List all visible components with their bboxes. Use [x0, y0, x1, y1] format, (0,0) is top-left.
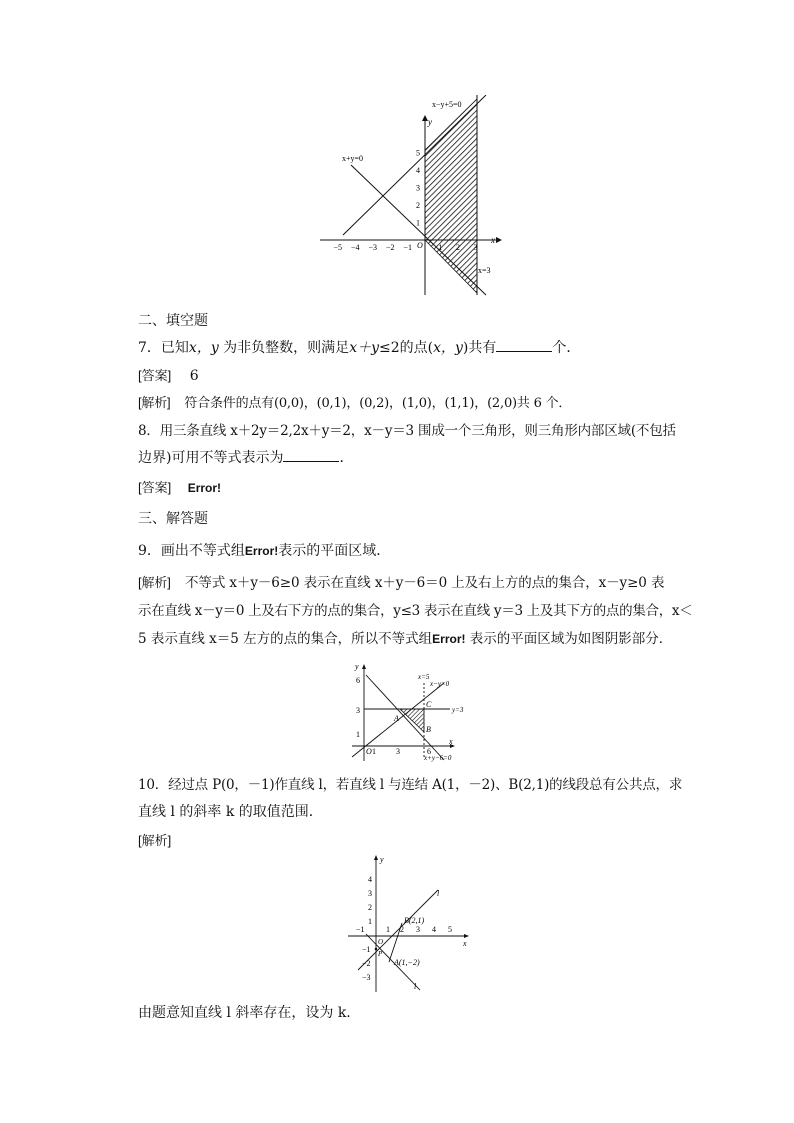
label-x-y-plus-5: x−y+5=0 [432, 100, 462, 109]
x-tick-1: 1 [372, 747, 376, 756]
q9-analysis-line2: 示在直线 x－y＝0 上及右下方的点的集合，y≤3 表示在直线 y＝3 上及其下方的点的集合，x＜ [138, 603, 693, 619]
y-tick-neg3: −3 [362, 973, 371, 982]
point-b-label: B(2,1) [404, 916, 425, 925]
y-tick-2: 2 [368, 903, 372, 912]
figure-3-line-segment [344, 852, 472, 997]
point-p-label: P [378, 950, 383, 958]
q7-analysis: [解析] 符合条件的点有(0,0)，(0,1)，(0,2)，(1,0)，(1,1)，(2,0)共 6 个． [138, 395, 572, 411]
x-tick-neg1: −1 [356, 925, 365, 934]
x-tick-label: 1 [438, 243, 443, 252]
x-tick-label: −3 [368, 243, 378, 252]
q10-closing: 由题意知直线 l 斜率存在，设为 k. [138, 1005, 351, 1021]
question-10-line2: 直线 l 的斜率 k 的取值范围． [138, 804, 323, 820]
question-8-line2: 边界)可用不等式表示为 ． [138, 450, 354, 466]
x-tick-labels [334, 243, 478, 252]
x-tick-5: 5 [448, 925, 452, 934]
x-tick-4: 4 [432, 925, 436, 934]
x-axis-arrow-icon [496, 237, 502, 243]
y-tick-label: 3 [416, 183, 420, 193]
answer-blank [496, 339, 552, 352]
section-2-title: 二、填空题 [138, 313, 208, 329]
y-axis-label: y [380, 855, 384, 864]
analysis-tag: [解析] [138, 575, 171, 590]
y-tick-neg1: −1 [362, 945, 371, 954]
y-tick-1: 1 [368, 917, 372, 926]
x-tick-1: 1 [386, 925, 390, 934]
figure-1-feasible-region [316, 95, 506, 300]
x-tick-label: −2 [386, 243, 395, 252]
question-10-line1: 10．经过点 P(0，－1)作直线 l，若直线 l 与连结 A(1，－2)、B(2,1)的线段总有公共点，求 [138, 777, 683, 793]
answer-tag: [答案] [138, 480, 172, 495]
q9-analysis-line3: 5 表示直线 x＝5 左方的点的集合，所以不等式组Error! 表示的平面区域为如图阴影部分． [138, 631, 673, 647]
x-axis-label: x [491, 235, 495, 245]
x-tick-label: 3 [473, 243, 478, 252]
question-7: 7．已知x，y 为非负整数，则满足x＋y≤2的点(x，y)共有 个． [138, 340, 581, 356]
x-axis-label: x [463, 939, 467, 948]
label-y-3: y=3 [452, 706, 464, 714]
line-l-top-label: l [437, 889, 440, 898]
q10-analysis-tag: [解析] [138, 833, 172, 848]
q8-answer [138, 478, 698, 498]
line-l-bottom-label: l [414, 982, 417, 991]
y-tick-3: 3 [356, 706, 360, 715]
label-x-plus-y-minus-6: x+y−6=0 [424, 754, 452, 762]
section-3-title: 三、解答题 [138, 511, 208, 527]
point-a-label: A [394, 714, 399, 723]
y-tick-4: 4 [368, 875, 372, 884]
shaded-triangle [400, 709, 424, 732]
x-tick-label: 2 [456, 243, 460, 252]
x-tick-label: −1 [403, 243, 413, 252]
origin-label: O [417, 241, 423, 250]
q9-analysis-line1: [解析] 不等式 x＋y－6≥0 表示在直线 x＋y－6＝0 上及右上方的点的集合，x－y≥0 表 [138, 575, 665, 591]
x-tick-label: −5 [333, 243, 343, 252]
q7-answer [138, 366, 698, 386]
y-tick-neg2: −2 [362, 959, 371, 968]
y-tick-label: 2 [416, 201, 420, 210]
figure-2-feasible-region [340, 661, 476, 765]
x-tick-6: 6 [427, 747, 431, 756]
y-tick-label: 4 [416, 166, 420, 175]
point-b-label: B [426, 725, 431, 734]
x-axis-label: x [449, 737, 453, 746]
origin-label: O [378, 938, 384, 946]
label-x-3: x=3 [478, 266, 491, 275]
answer-blank [283, 449, 339, 462]
y-axis-label: y [428, 117, 432, 127]
label-x-plus-y: x+y=0 [342, 154, 364, 163]
y-axis-label: y [355, 662, 359, 671]
point-c-label: C [426, 700, 432, 709]
point-a-label: A(1,−2) [394, 958, 420, 967]
y-tick-6: 6 [356, 676, 360, 685]
y-axis-arrow-icon [362, 664, 366, 669]
y-tick-label: 5 [416, 148, 420, 158]
origin-label: O [366, 747, 372, 756]
question-9: 9．画出不等式组Error!表示的平面区域． [138, 543, 391, 559]
y-tick-3: 3 [368, 889, 372, 898]
answer-tag: [答案] [138, 368, 172, 383]
x-tick-3: 3 [396, 747, 400, 756]
x-axis-arrow-icon [464, 934, 469, 938]
answer-value: 6 [189, 368, 199, 384]
y-tick-1: 1 [356, 730, 360, 739]
answer-value: Error! [187, 481, 222, 495]
x-tick-label: −4 [351, 243, 360, 252]
label-x-5: x=5 [418, 673, 430, 681]
question-8-line1: 8．用三条直线 x＋2y＝2,2x＋y＝2，x－y＝3 围成一个三角形，则三角形内部区域(不包括 [138, 423, 676, 439]
point-p [375, 948, 378, 951]
x-tick-3: 3 [416, 925, 420, 934]
y-axis-arrow-icon [374, 855, 378, 860]
label-x-minus-y: x−y=0 [430, 680, 450, 688]
x-tick-2: 2 [400, 925, 404, 934]
shaded-region [425, 99, 477, 293]
analysis-tag: [解析] [138, 395, 171, 410]
y-tick-label: 1 [416, 218, 420, 228]
